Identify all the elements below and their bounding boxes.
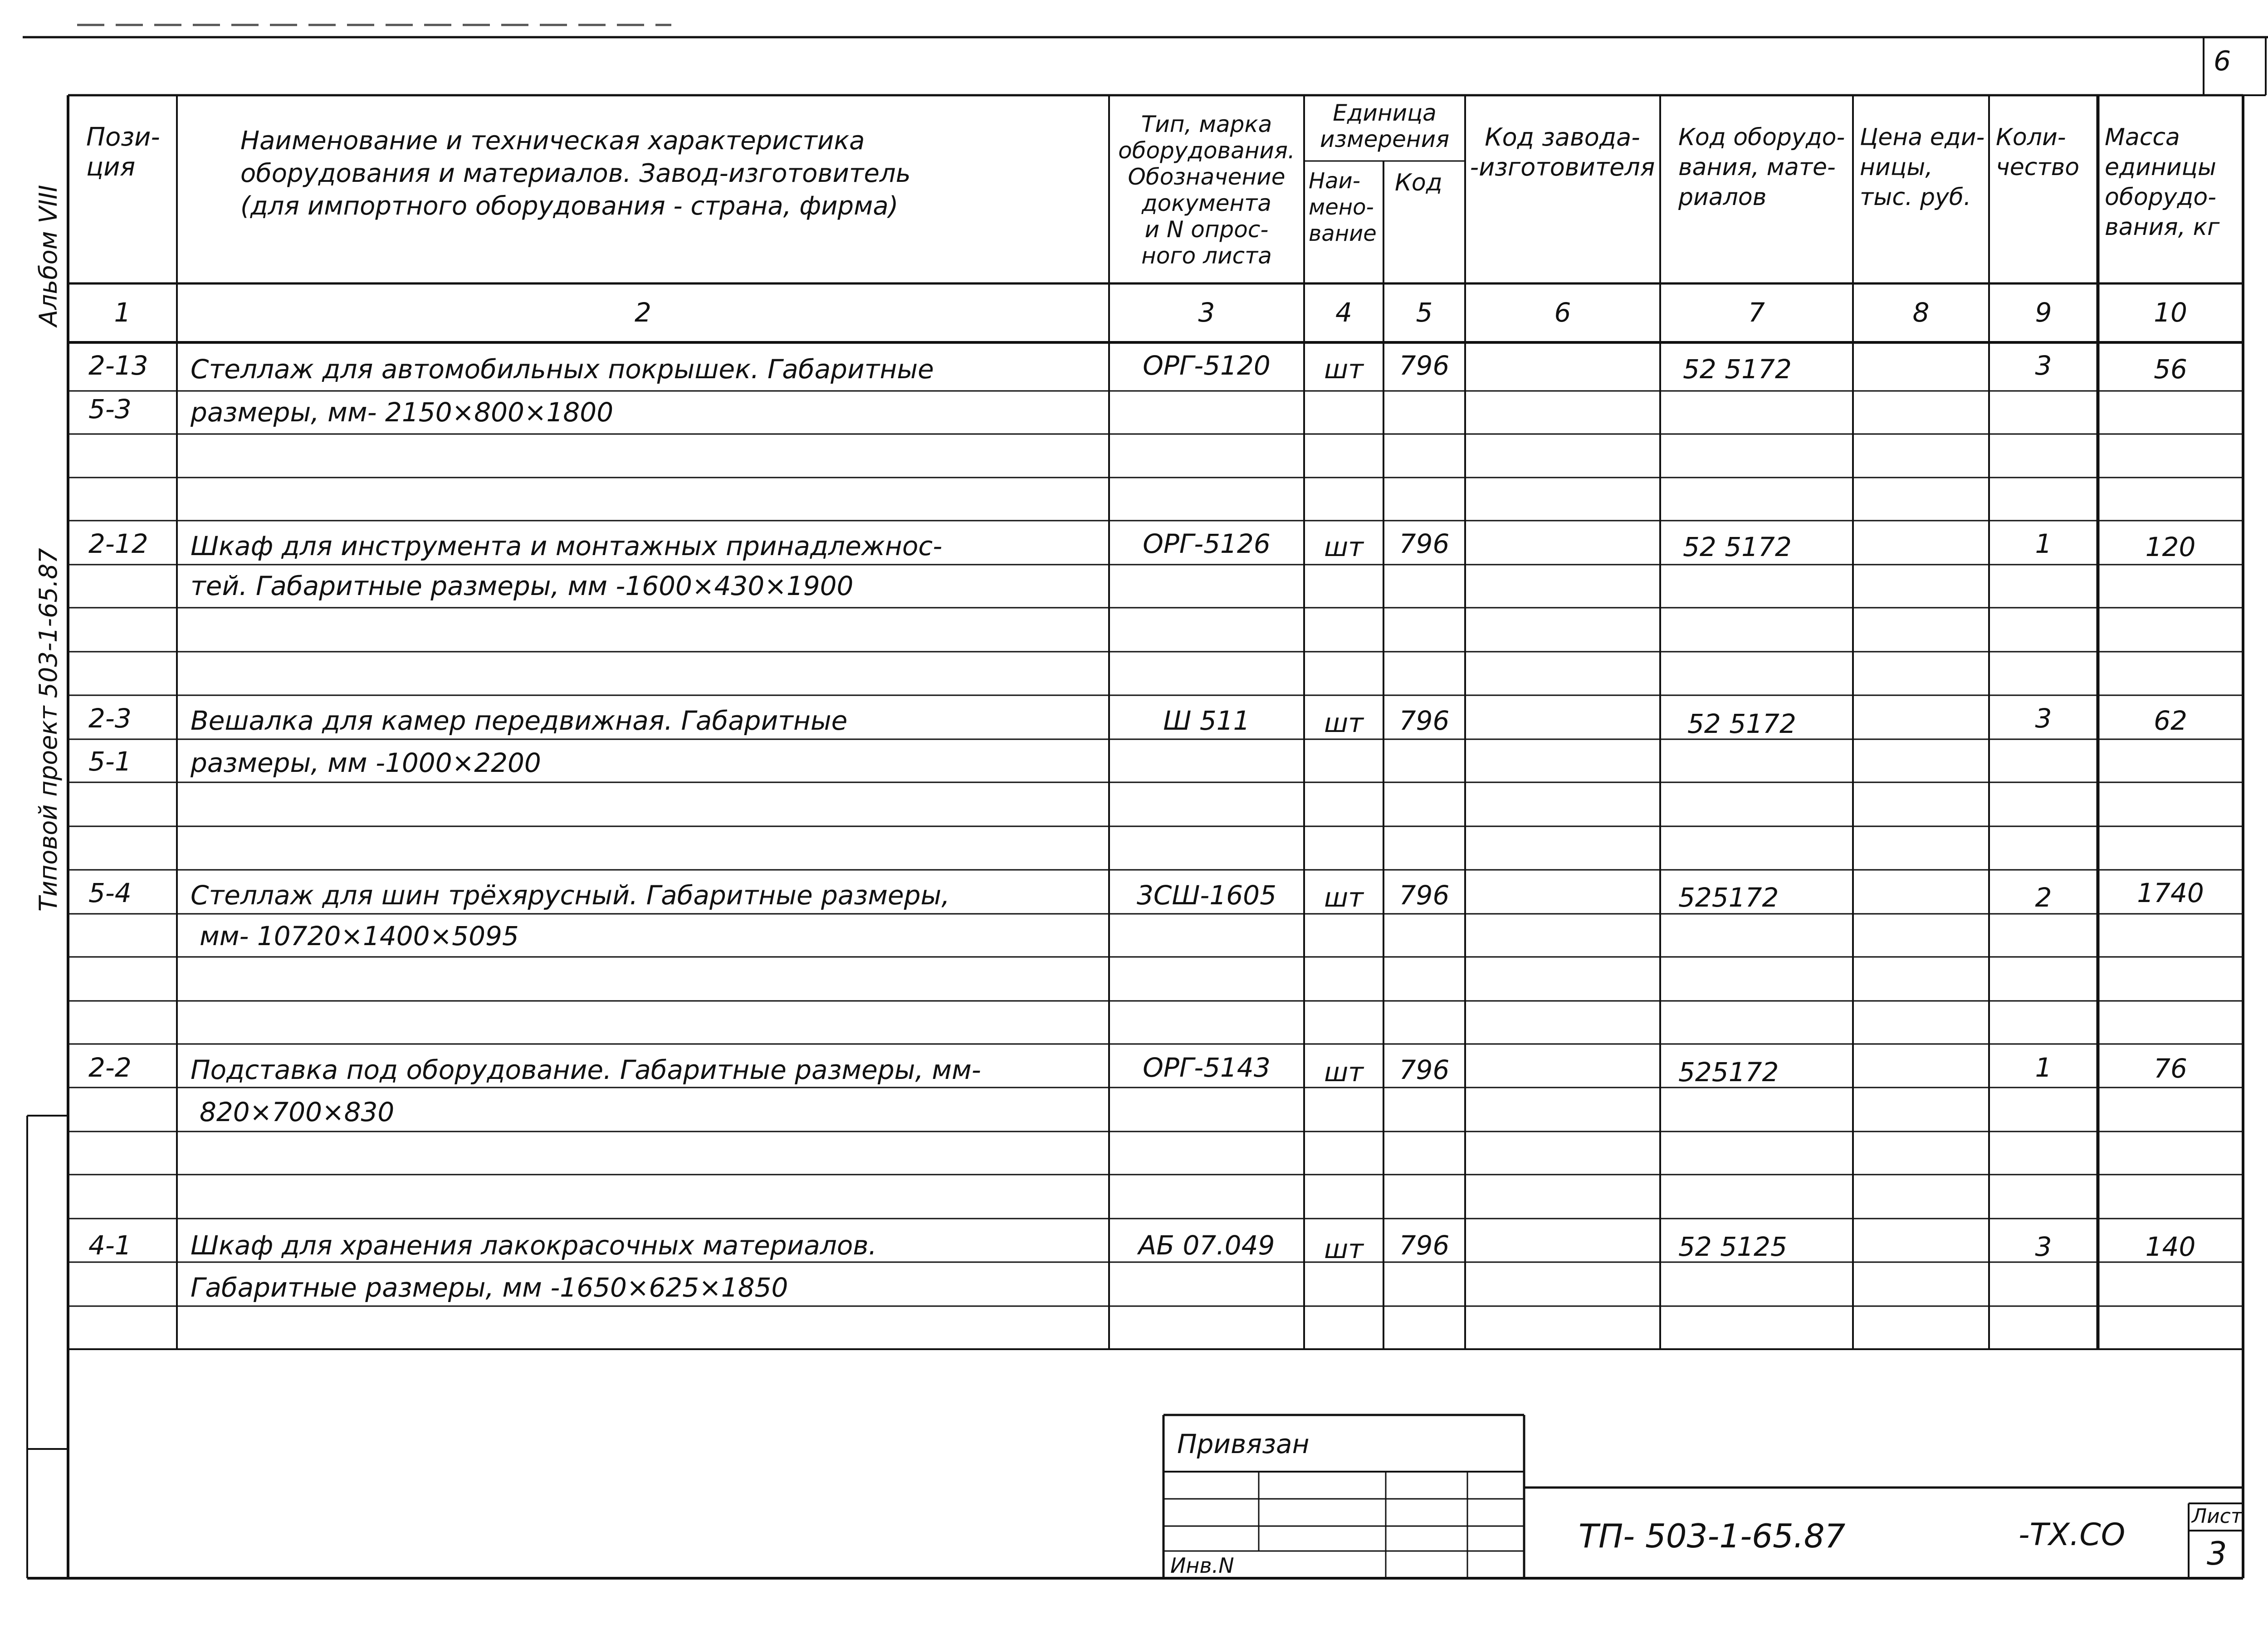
- row-qty: 3: [2035, 703, 2052, 734]
- header-unit-code: Код: [1395, 169, 1442, 196]
- header-name: Наименование и техническая характеристика оборудования и материалов. Завод-изготовитель (для импортного оборудования - страна, фирма): [240, 126, 911, 221]
- column-number: 3: [1198, 297, 1215, 328]
- row-unit: шт: [1324, 1057, 1364, 1088]
- row-qty: 2: [2035, 882, 2052, 913]
- header-equip-code: Код оборудо- вания, мате- риалов: [1678, 124, 1845, 211]
- column-number: 8: [1912, 297, 1930, 328]
- row-qty: 1: [2035, 1052, 2052, 1083]
- row-name: тей. Габаритные размеры, мм -1600×430×1900: [191, 571, 854, 601]
- header-mass: Масса единицы оборудо- вания, кг: [2105, 124, 2220, 241]
- row-name: Стеллаж для шин трёхярусный. Габаритные размеры,: [191, 880, 950, 911]
- row-type: 3СШ-1605: [1137, 880, 1276, 911]
- document-designation: ТП- 503-1-65.87: [1579, 1517, 1846, 1555]
- row-position: 2-13: [88, 350, 148, 381]
- top-sheet-number: 6: [2214, 45, 2231, 77]
- row-equip-code: 525172: [1678, 882, 1779, 913]
- row-unit: шт: [1324, 707, 1364, 738]
- album-label: Альбом VIII: [34, 185, 63, 327]
- row-name: Стеллаж для автомобильных покрышек. Габаритные: [191, 354, 934, 385]
- column-number: 2: [635, 297, 651, 328]
- row-code: 796: [1399, 1054, 1450, 1085]
- row-type: Ш 511: [1163, 705, 1250, 736]
- row-type: ОРГ-5120: [1143, 350, 1271, 381]
- column-number: 7: [1748, 297, 1765, 328]
- row-unit: шт: [1324, 882, 1364, 913]
- row-mass: 76: [2154, 1053, 2187, 1084]
- row-code: 796: [1399, 705, 1450, 736]
- row-code: 796: [1399, 528, 1450, 559]
- row-position: 5-3: [88, 394, 132, 424]
- sheet-label: Лист: [2192, 1505, 2243, 1528]
- row-position: 5-4: [88, 878, 132, 908]
- row-unit: шт: [1324, 354, 1364, 385]
- row-name: размеры, мм -1000×2200: [191, 747, 541, 778]
- row-name: Шкаф для хранения лакокрасочных материалов.: [191, 1230, 877, 1261]
- row-equip-code: 52 5125: [1678, 1231, 1787, 1262]
- row-equip-code: 52 5172: [1687, 708, 1796, 739]
- row-name: мм- 10720×1400×5095: [200, 921, 519, 951]
- inventory-label: Инв.N: [1170, 1553, 1234, 1578]
- bound-label: Привязан: [1177, 1429, 1310, 1459]
- row-position: 2-12: [88, 528, 148, 559]
- row-mass: 56: [2154, 354, 2187, 385]
- row-code: 796: [1399, 350, 1450, 381]
- row-name: Вешалка для камер передвижная. Габаритные: [191, 705, 848, 736]
- row-position: 4-1: [88, 1230, 132, 1261]
- header-price: Цена еди- ницы, тыс. руб.: [1860, 124, 1985, 211]
- row-qty: 3: [2035, 1231, 2052, 1262]
- row-mass: 120: [2145, 532, 2196, 562]
- column-number: 10: [2154, 297, 2187, 328]
- row-mass: 62: [2154, 705, 2187, 736]
- row-type: АБ 07.049: [1138, 1230, 1275, 1261]
- row-name: Подставка под оборудование. Габаритные размеры, мм-: [191, 1054, 981, 1085]
- header-type: Тип, марка оборудования. Обозначение документа и N опрос- ного листа: [1118, 111, 1295, 269]
- header-maker-code: Код завода- -изготовителя: [1470, 123, 1655, 181]
- column-number: 5: [1416, 297, 1433, 328]
- header-unit-name: Наи- мено- вание: [1309, 168, 1377, 246]
- row-position: 2-3: [88, 703, 132, 734]
- project-label: Типовой проект 503-1-65.87: [34, 548, 63, 912]
- row-unit: шт: [1324, 1234, 1364, 1264]
- row-name: Шкаф для инструмента и монтажных принадлежнос-: [191, 531, 943, 561]
- row-name: 820×700×830: [200, 1097, 395, 1127]
- row-equip-code: 52 5172: [1683, 354, 1792, 385]
- row-mass: 1740: [2137, 878, 2204, 908]
- column-number: 1: [114, 297, 131, 328]
- column-number: 4: [1335, 297, 1352, 328]
- row-code: 796: [1399, 1230, 1450, 1261]
- row-code: 796: [1399, 880, 1450, 911]
- row-position: 2-2: [88, 1052, 132, 1083]
- row-type: ОРГ-5143: [1143, 1052, 1271, 1083]
- row-mass: 140: [2145, 1231, 2196, 1262]
- row-qty: 1: [2035, 528, 2052, 559]
- row-equip-code: 525172: [1678, 1057, 1779, 1088]
- row-unit: шт: [1324, 532, 1364, 562]
- header-unit-group: Единица измерения: [1320, 100, 1450, 152]
- row-qty: 3: [2035, 350, 2052, 381]
- row-name: размеры, мм- 2150×800×1800: [191, 397, 614, 428]
- column-number: 9: [2035, 297, 2052, 328]
- column-number: 6: [1554, 297, 1571, 328]
- row-name: Габаритные размеры, мм -1650×625×1850: [191, 1272, 788, 1303]
- header-qty: Коли- чество: [1996, 124, 2080, 181]
- row-type: ОРГ-5126: [1143, 528, 1271, 559]
- header-position: Пози- ция: [86, 122, 160, 182]
- document-suffix: -ТХ.СО: [2019, 1517, 2126, 1553]
- sheet-number: 3: [2207, 1535, 2227, 1572]
- row-position: 5-1: [88, 746, 132, 777]
- row-equip-code: 52 5172: [1683, 532, 1792, 562]
